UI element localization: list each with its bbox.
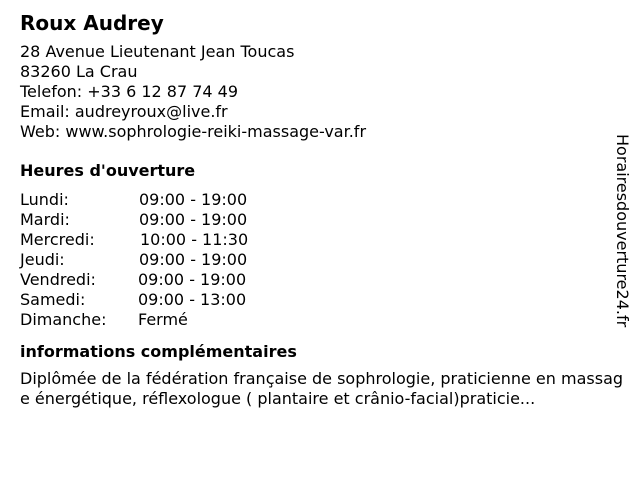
info-description: Diplômée de la fédération française de sophrologie, praticienne en massage énergétique, réflexologue ( plantaire et crânio-facial)praticie... — [20, 369, 624, 408]
time-range: 09:00 - 19:00 — [138, 270, 247, 289]
hours-row-sunday — [20, 310, 620, 330]
hours-row-tuesday — [20, 210, 620, 230]
hours-row-friday — [20, 270, 620, 290]
time-range: 09:00 - 19:00 — [139, 210, 248, 229]
site-watermark: Horairesdouverture24.fr — [613, 134, 632, 328]
street-address: 28 Avenue Lieutenant Jean Toucas — [20, 42, 295, 61]
hours-row-monday — [20, 190, 620, 210]
hours-table — [20, 190, 620, 330]
business-name: Roux Audrey — [20, 11, 164, 35]
day-label: Dimanche: — [20, 310, 107, 329]
day-label: Mardi: — [20, 210, 70, 229]
day-label: Lundi: — [20, 190, 69, 209]
time-range: Fermé — [138, 310, 188, 329]
website-line: Web: www.sophrologie-reiki-massage-var.fr — [20, 122, 367, 141]
address-block — [20, 42, 620, 142]
time-range: 09:00 - 13:00 — [138, 290, 247, 309]
day-label: Jeudi: — [20, 250, 65, 269]
time-range: 10:00 - 11:30 — [140, 230, 249, 249]
info-heading: informations complémentaires — [20, 342, 297, 361]
day-label: Samedi: — [20, 290, 86, 309]
hours-heading: Heures d'ouverture — [20, 161, 196, 180]
hours-row-thursday — [20, 250, 620, 270]
time-range: 09:00 - 19:00 — [139, 190, 248, 209]
day-label: Vendredi: — [20, 270, 96, 289]
email-line: Email: audreyroux@live.fr — [20, 102, 228, 121]
time-range: 09:00 - 19:00 — [139, 250, 248, 269]
phone-line: Telefon: +33 6 12 87 74 49 — [20, 82, 239, 101]
day-label: Mercredi: — [20, 230, 95, 249]
hours-row-saturday — [20, 290, 620, 310]
city-postal: 83260 La Crau — [20, 62, 138, 81]
hours-row-wednesday — [20, 230, 620, 250]
